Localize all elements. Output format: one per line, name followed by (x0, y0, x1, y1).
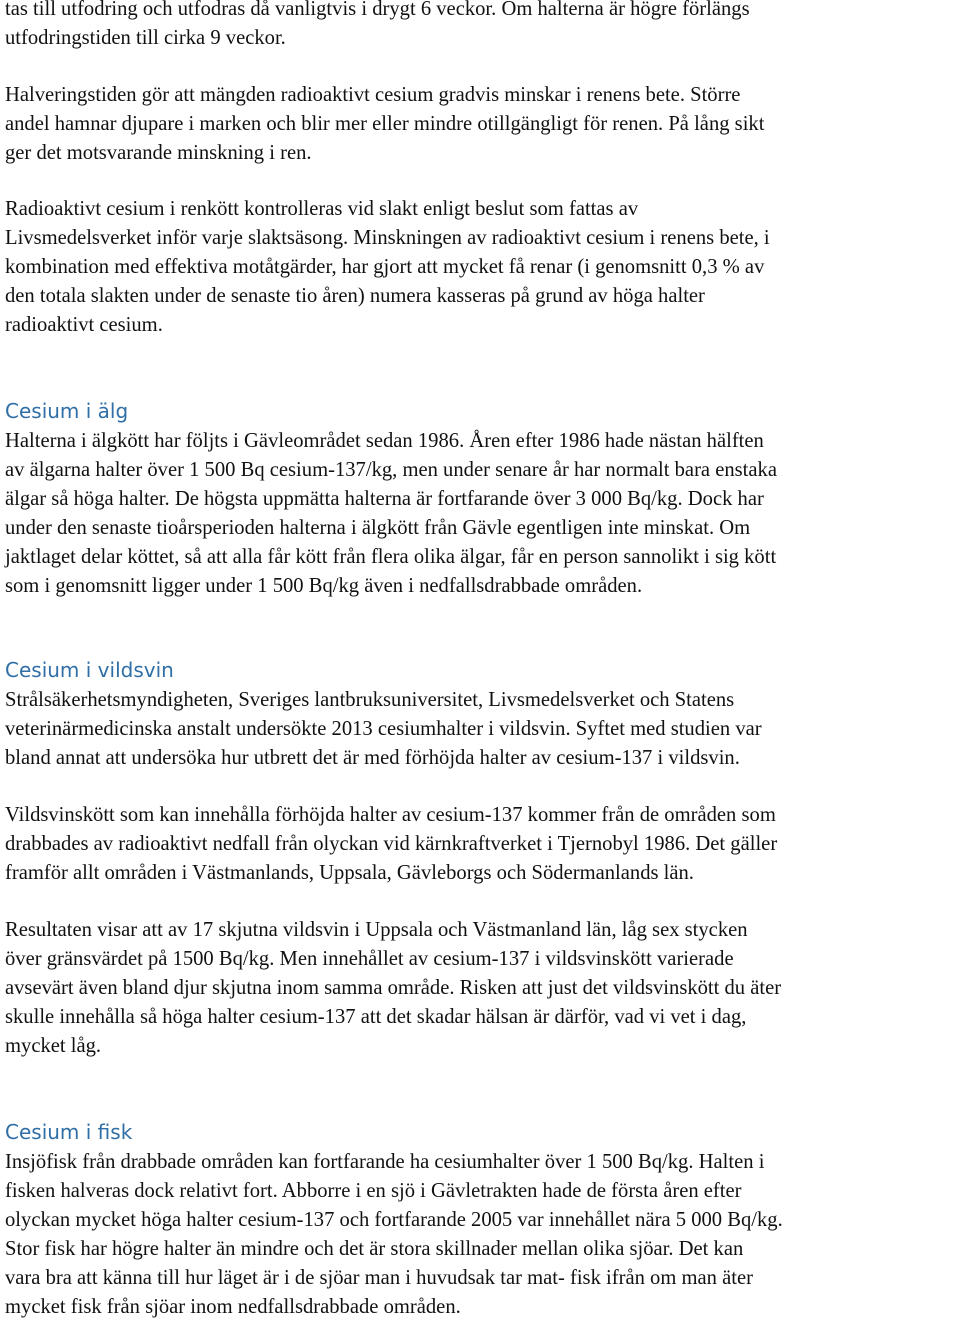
text-line: jaktlaget delar köttet, så att alla får kött från flera olika älgar, får en person sannolikt i sig kött (5, 546, 777, 568)
text-line: andel hamnar djupare i marken och blir mer eller mindre otillgängligt för renen. På lång sikt (5, 113, 765, 135)
text-line: utfodringstiden till cirka 9 veckor. (5, 27, 286, 49)
text-line: under den senaste tioårsperioden halterna i älgkött från Gävle egentligen inte minskat. Om (5, 517, 751, 539)
paragraph-vildsvinskott (5, 801, 777, 888)
text-line: av älgarna halter över 1 500 Bq cesium-137/kg, men under senare år har normalt bara enstaka (5, 459, 777, 481)
text-line: ger det motsvarande minskning i ren. (5, 142, 312, 164)
text-line: Resultaten visar att av 17 skjutna vildsvin i Uppsala och Västmanland län, låg sex stycken (5, 919, 748, 941)
text-line: tas till utfodring och utfodras då vanligtvis i drygt 6 veckor. Om halterna är högre förlängs (5, 0, 750, 20)
text-line: mycket fisk från sjöar inom nedfallsdrabbade områden. (5, 1296, 461, 1318)
text-line: avsevärt även bland djur skjutna inom samma område. Risken att just det vildsvinskött du äter (5, 977, 782, 999)
paragraph-resultaten (5, 916, 781, 1061)
text-line: framför allt områden i Västmanlands, Uppsala, Gävleborgs och Södermanlands län. (5, 862, 694, 884)
text-line: den totala slakten under de senaste tio åren) numera kasseras på grund av höga halter (5, 285, 705, 307)
text-line: fisken halveras dock relativt fort. Abborre i en sjö i Gävletrakten hade de första åren efter (5, 1180, 742, 1202)
text-line: älgar så höga halter. De högsta uppmätta halterna är fortfarande över 3 000 Bq/kg. Dock har (5, 488, 764, 510)
text-line: Strålsäkerhetsmyndigheten, Sveriges lantbruksuniversitet, Livsmedelsverket och Statens (5, 689, 735, 711)
text-line: bland annat att undersöka hur utbrett det är med förhöjda halter av cesium-137 i vildsvin. (5, 747, 740, 769)
paragraph-renkott (5, 195, 770, 340)
text-line: mycket låg. (5, 1035, 102, 1057)
text-line: som i genomsnitt ligger under 1 500 Bq/kg även i nedfallsdrabbade områden. (5, 575, 643, 597)
heading-cesium-i-fisk: Cesium i fisk (5, 1120, 133, 1144)
text-line: skulle innehålla så höga halter cesium-137 att det skadar hälsan är därför, vad vi vet i dag, (5, 1006, 747, 1028)
paragraph-vildsvin-studie (5, 686, 762, 773)
text-line: Halveringstiden gör att mängden radioaktivt cesium gradvis minskar i renens bete. Större (5, 84, 741, 106)
text-line: drabbades av radioaktivt nedfall från olyckan vid kärnkraftverket i Tjernobyl 1986. Det gäller (5, 833, 778, 855)
paragraph-halveringstid (5, 81, 764, 168)
paragraph-utfodring (5, 0, 750, 53)
text-line: veterinärmedicinska anstalt undersökte 2013 cesiumhalter i vildsvin. Syftet med studien var (5, 718, 762, 740)
text-line: kombination med effektiva motåtgärder, har gjort att mycket få renar (i genomsnitt 0,3 % av (5, 256, 765, 278)
text-line: vara bra att känna till hur läget är i de sjöar man i huvudsak tar mat- fisk ifrån om man äter (5, 1267, 753, 1289)
text-line: Halterna i älgkött har följts i Gävleområdet sedan 1986. Åren efter 1986 hade nästan hälften (5, 430, 764, 452)
text-line: Livsmedelsverket inför varje slaktsäsong. Minskningen av radioaktivt cesium i renens bete, i (5, 227, 770, 249)
paragraph-fisk (5, 1148, 783, 1322)
text-line: olyckan mycket höga halter cesium-137 och fortfarande 2005 var innehållet nära 5 000 Bq/kg. (5, 1209, 783, 1231)
heading-cesium-i-vildsvin: Cesium i vildsvin (5, 658, 174, 682)
text-line: över gränsvärdet på 1500 Bq/kg. Men innehållet av cesium-137 i vildsvinskött varierade (5, 948, 734, 970)
text-line: Vildsvinskött som kan innehålla förhöjda halter av cesium-137 kommer från de områden som (5, 804, 776, 826)
text-line: Insjöfisk från drabbade områden kan fortfarande ha cesiumhalter över 1 500 Bq/kg. Halten i (5, 1151, 765, 1173)
heading-cesium-i-alg: Cesium i älg (5, 399, 129, 423)
text-line: Stor fisk har högre halter än mindre och det är stora skillnader mellan olika sjöar. Det kan (5, 1238, 744, 1260)
text-line: Radioaktivt cesium i renkött kontrolleras vid slakt enligt beslut som fattas av (5, 198, 639, 220)
text-line: radioaktivt cesium. (5, 314, 163, 336)
paragraph-alg (5, 427, 777, 601)
